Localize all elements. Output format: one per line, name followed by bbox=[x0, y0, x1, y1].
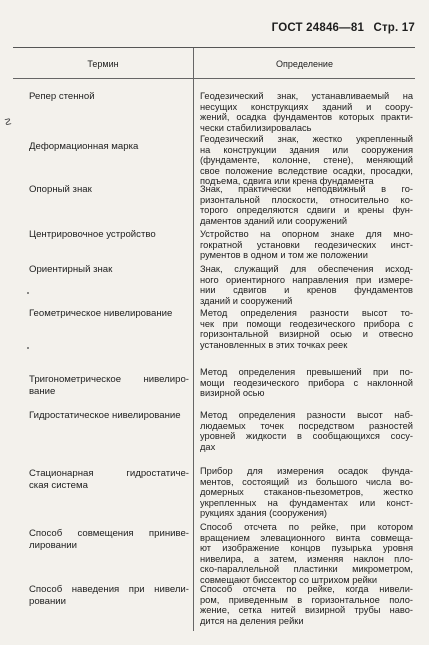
term-line: Тригонометрическое нивелиро- bbox=[29, 374, 189, 385]
definition-cell bbox=[200, 91, 413, 133]
term-cell bbox=[29, 264, 189, 276]
definition-line: рукциях здания (сооружения) bbox=[200, 508, 328, 519]
definition-cell bbox=[200, 264, 413, 306]
definition-line: зданий и сооружений bbox=[200, 295, 293, 306]
term-cell bbox=[29, 141, 189, 153]
standard-number: ГОСТ 24846—81 bbox=[271, 22, 365, 34]
column-header-definition: Определение bbox=[276, 59, 333, 69]
terms-table bbox=[13, 47, 415, 631]
definition-line: Геодезический знак, жестко укрепленный bbox=[200, 134, 413, 144]
definition-line: Метод определения разности высот то- bbox=[200, 308, 413, 318]
definition-cell bbox=[200, 367, 413, 399]
term-line: вание bbox=[29, 386, 56, 397]
definition-line: (фундаменте, колонне, стене), меняющий bbox=[200, 155, 413, 166]
definition-line: Геодезический знак, устанавливаемый на bbox=[200, 91, 413, 101]
term-line: Способ совмещения приниве- bbox=[29, 528, 189, 539]
term-line: Центрировочное устройство bbox=[29, 229, 156, 240]
definition-line: торого определяются сдвиги и крены фун- bbox=[200, 205, 413, 216]
term-cell bbox=[29, 308, 189, 320]
definition-line: мощи геодезического прибора с наклонной bbox=[200, 377, 413, 388]
definition-line: визирной осью bbox=[200, 388, 265, 399]
definition-line: жение, сетка нитей визирной трубы наво- bbox=[200, 605, 413, 616]
definition-line: нии сдвигов и кренов фундаментов bbox=[200, 285, 413, 296]
definition-line: горизонтальной визирной осью и отвесно bbox=[200, 329, 413, 340]
definition-line: Способ отсчета по рейке, при котором bbox=[200, 522, 413, 532]
definition-line: Знак, практически неподвижный в го- bbox=[200, 184, 413, 194]
term-line: Гидростатическое нивелирование bbox=[29, 410, 181, 421]
term-cell bbox=[29, 374, 189, 398]
term-line: лировании bbox=[29, 540, 77, 551]
term-line: Геометрическое нивелирование bbox=[29, 308, 173, 319]
definition-line: Метод определения превышений при по- bbox=[200, 367, 413, 377]
definition-line: совмещают биссектор со штрихом рейки bbox=[200, 574, 378, 585]
term-cell bbox=[29, 91, 189, 103]
definition-cell bbox=[200, 184, 413, 226]
term-line: Стационарная гидростатиче- bbox=[29, 468, 189, 479]
definition-cell bbox=[200, 522, 413, 586]
term-line: ровании bbox=[29, 596, 67, 607]
term-line: Деформационная марка bbox=[29, 141, 139, 152]
definition-line: чек при помощи геодезического прибора с bbox=[200, 318, 413, 329]
definition-cell bbox=[200, 584, 413, 626]
definition-line: Способ отсчета по рейке, когда нивели- bbox=[200, 584, 413, 594]
definition-line: ско-параллельной пластинки микрометром, bbox=[200, 564, 413, 575]
definition-line: чески стабилизировалась bbox=[200, 122, 312, 133]
column-header-term: Термин bbox=[87, 59, 119, 69]
definition-line: людаемых точек посредством разностей bbox=[200, 420, 413, 431]
definition-line: свое положение вследствие осадки, просадки, bbox=[200, 165, 413, 176]
definition-line: укрепленных на фундаментах или конст- bbox=[200, 497, 413, 508]
definition-line: нивелира, а затем, изменяя наклон пло- bbox=[200, 553, 413, 564]
term-cell bbox=[29, 528, 189, 552]
definition-line: подъема, сдвига или крена фундамента bbox=[200, 176, 374, 187]
term-cell bbox=[29, 229, 189, 241]
definition-line: ментов, состоящий из большого числа во- bbox=[200, 476, 413, 487]
definition-line: установленных в этих точках реек bbox=[200, 339, 348, 350]
margin-mark: ☡ bbox=[4, 118, 13, 128]
definition-line: ного ориентирного направления при измере- bbox=[200, 274, 413, 285]
definition-line: даментов зданий или сооружений bbox=[200, 215, 348, 226]
term-line: Опорный знак bbox=[29, 184, 92, 195]
page-number: Стр. 17 bbox=[373, 22, 415, 34]
column-divider bbox=[193, 48, 194, 631]
definition-line: Прибор для измерения осадок фунда- bbox=[200, 466, 413, 476]
term-cell bbox=[29, 184, 189, 196]
definition-line: Устройство на опорном знаке для мно- bbox=[200, 229, 413, 239]
definition-cell bbox=[200, 308, 413, 350]
definition-line: ризонтальной плоскости, относительно ко- bbox=[200, 194, 413, 205]
term-cell bbox=[29, 584, 189, 608]
definition-line: ром, приведенным в горизонтальное поло- bbox=[200, 594, 413, 605]
definition-line: домерных стаканов-пьезометров, жестко bbox=[200, 487, 413, 498]
definition-line: Знак, служащий для обеспечения исход- bbox=[200, 264, 413, 274]
definition-line: вращением элевационного винта совмеща- bbox=[200, 532, 413, 543]
definition-cell bbox=[200, 229, 413, 261]
definition-line: Метод определения разности высот наб- bbox=[200, 410, 413, 420]
term-cell bbox=[29, 468, 189, 492]
definition-line: жений, осадка фундаментов которых практи- bbox=[200, 112, 413, 123]
definition-cell bbox=[200, 466, 413, 519]
definition-line: несущих конструкциях зданий и соору- bbox=[200, 101, 413, 112]
table-header bbox=[13, 48, 415, 79]
definition-line: на конструкции здания или сооружения bbox=[200, 144, 413, 155]
definition-line: дится на деления рейки bbox=[200, 615, 304, 626]
term-line: ская система bbox=[29, 480, 88, 491]
definition-cell bbox=[200, 410, 413, 452]
term-line: Способ наведения при нивели- bbox=[29, 584, 189, 595]
page-header bbox=[272, 22, 415, 34]
definition-line: ют изображение концов пузырька уровня bbox=[200, 543, 413, 554]
definition-line: уровней жидкости в сообщающихся сосу- bbox=[200, 431, 413, 442]
term-line: Репер стенной bbox=[29, 91, 95, 102]
definition-line: гократной установки геодезических инст- bbox=[200, 239, 413, 250]
term-cell bbox=[29, 410, 189, 422]
definition-line: рументов в одном и том же положении bbox=[200, 250, 368, 261]
definition-cell bbox=[200, 134, 413, 187]
definition-line: дах bbox=[200, 441, 216, 452]
term-line: Ориентирный знак bbox=[29, 264, 113, 275]
